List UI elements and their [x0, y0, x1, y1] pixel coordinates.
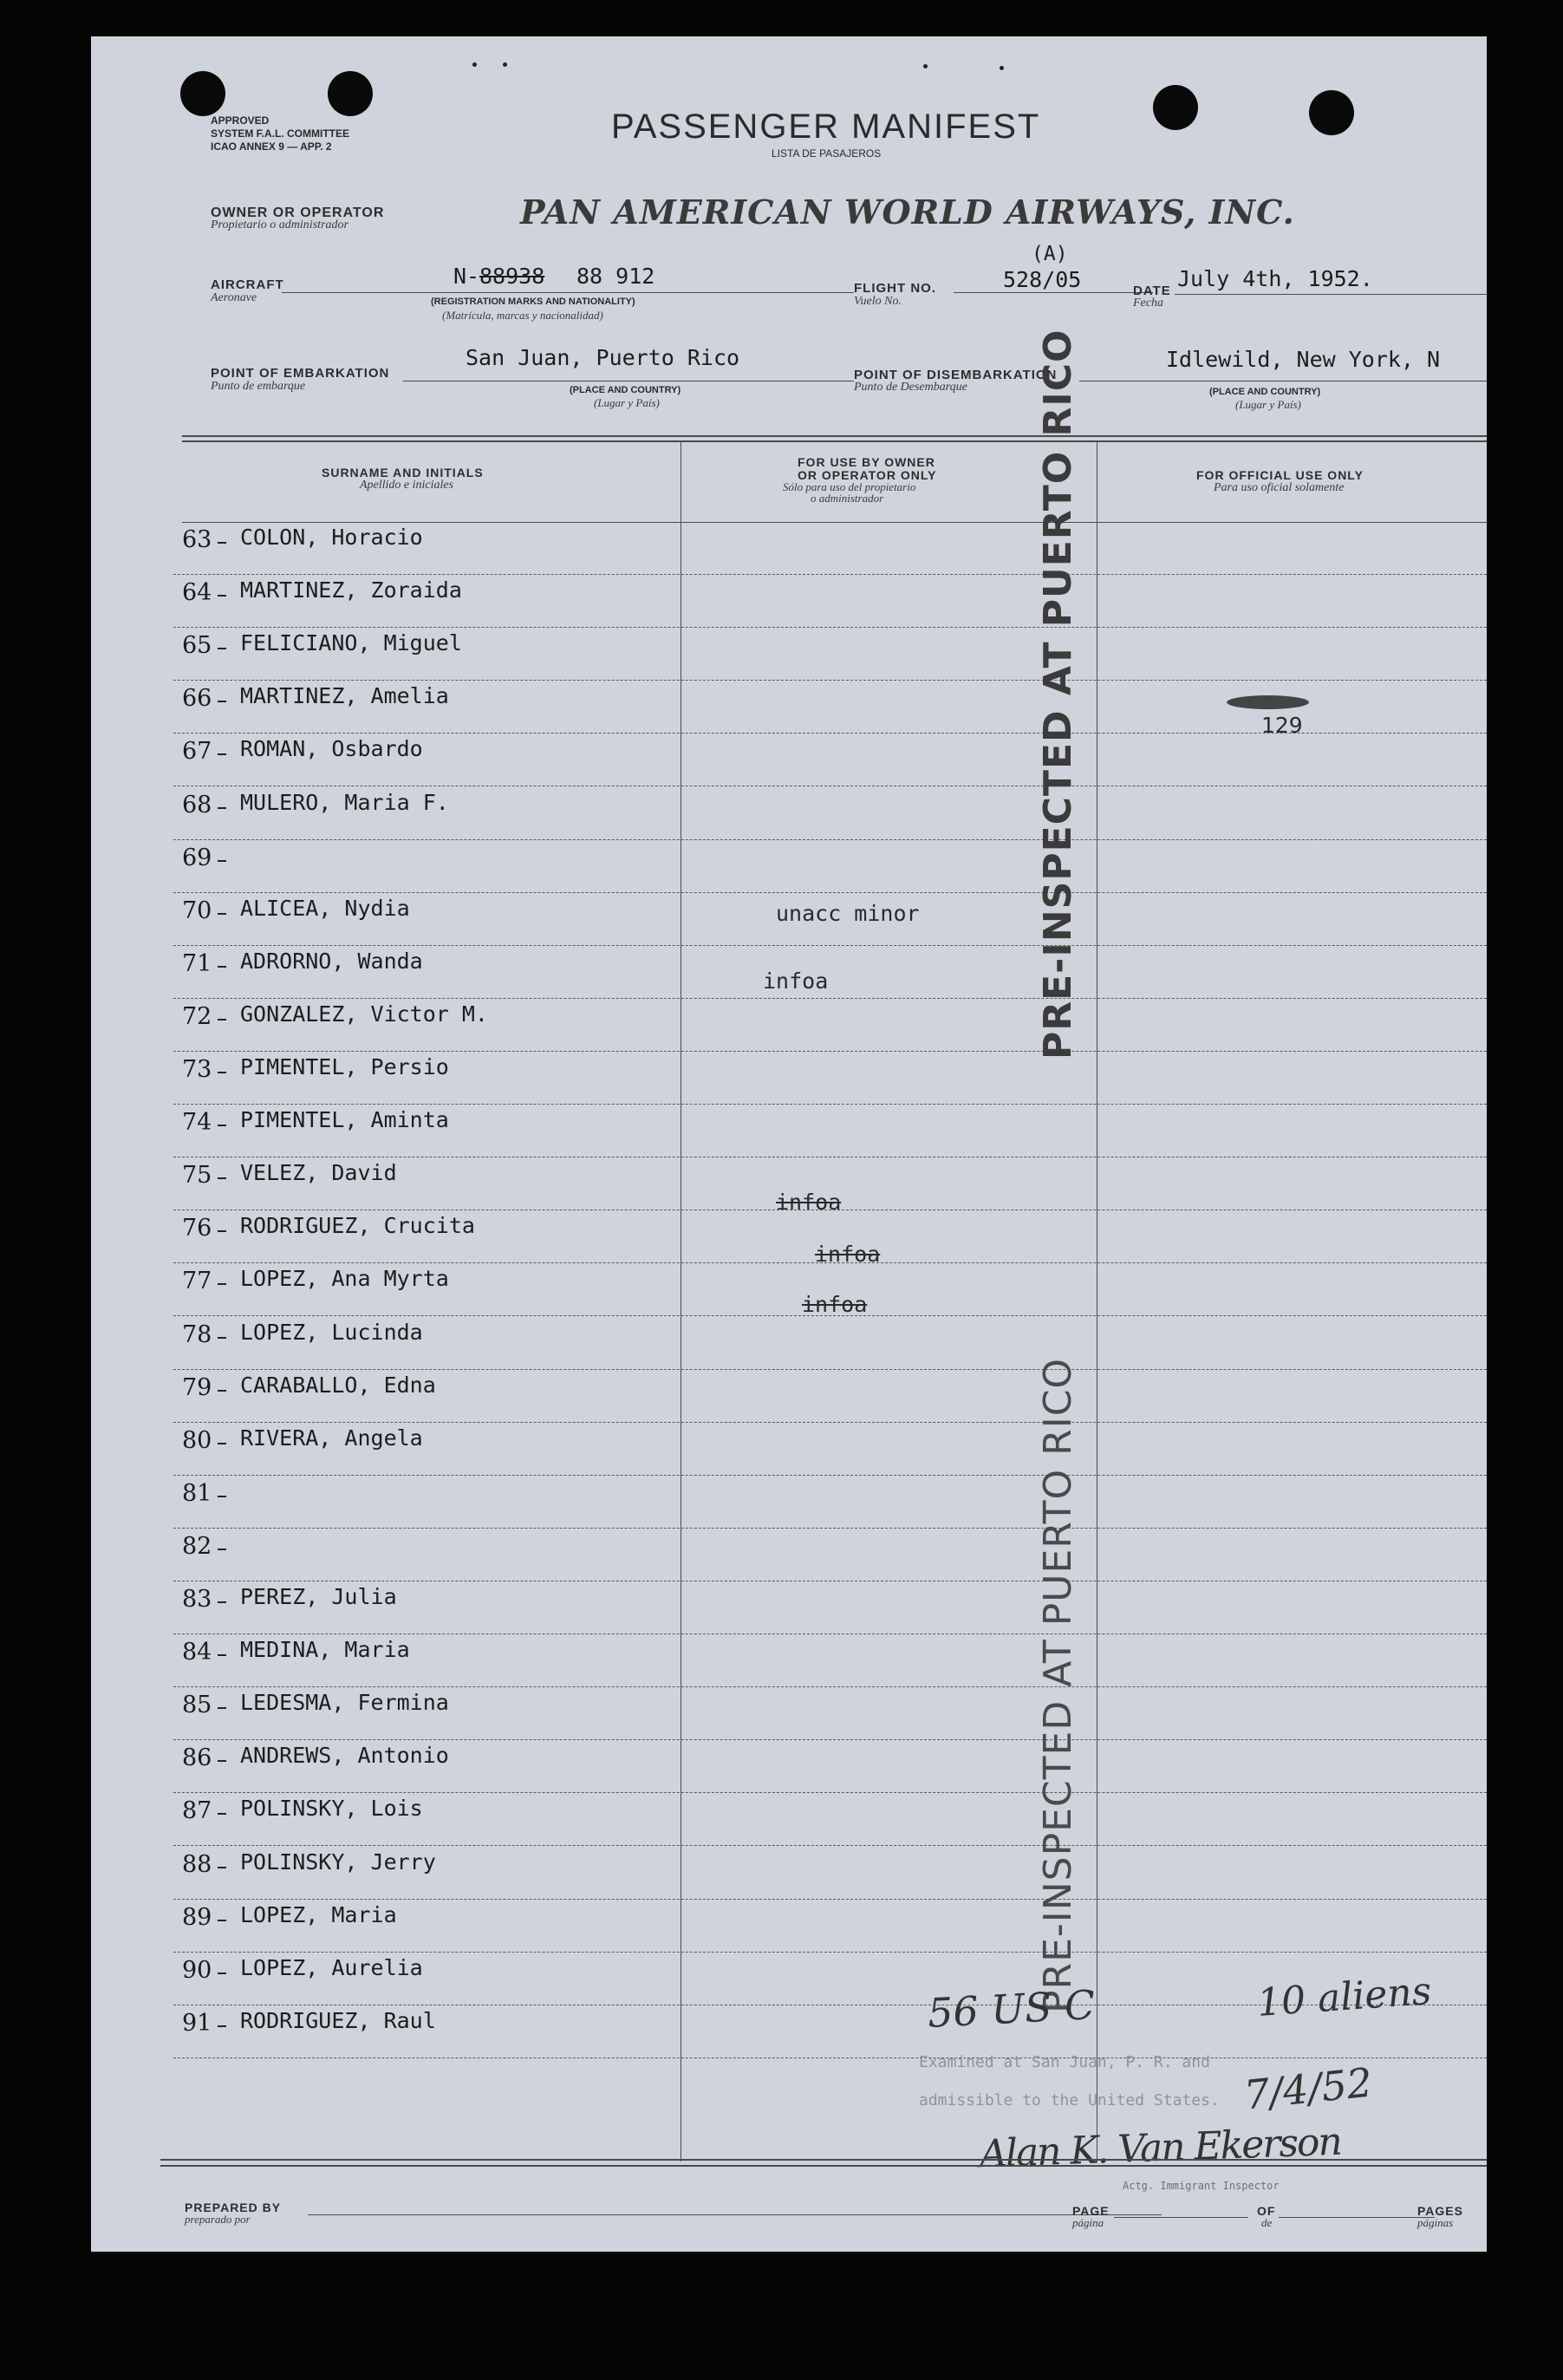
owner-use-header-2: OR OPERATOR ONLY: [798, 468, 937, 482]
passenger-name: PEREZ, Julia: [240, 1584, 397, 1609]
row-number-dash: [218, 1283, 226, 1285]
table-row: [91, 838, 1487, 890]
table-row: [91, 1632, 1487, 1685]
row-number-dash: [218, 1072, 226, 1073]
aircraft-label-es: Aeronave: [211, 291, 257, 304]
page-label: PAGE: [1072, 2204, 1110, 2218]
row-number: 72: [182, 1002, 212, 1030]
of-label-es: de: [1261, 2216, 1273, 2229]
table-row: [91, 1844, 1487, 1897]
row-number: 91: [182, 2009, 212, 2037]
row-number: 63: [182, 526, 212, 553]
owner-use-header-1: FOR USE BY OWNER: [798, 455, 935, 469]
of-label: OF: [1257, 2204, 1276, 2218]
table-row: [91, 1790, 1487, 1843]
passenger-name: LOPEZ, Lucinda: [240, 1319, 423, 1345]
note-infoa: infoa: [815, 1242, 881, 1267]
passenger-name: LOPEZ, Aurelia: [240, 1954, 423, 1980]
approved-line-2: SYSTEM F.A.L. COMMITTEE: [211, 127, 350, 140]
page-title: PASSENGER MANIFEST: [611, 108, 1041, 146]
passenger-name: GONZALEZ, Victor M.: [240, 1001, 488, 1027]
row-number: 78: [182, 1320, 212, 1348]
row-number-dash: [218, 1813, 226, 1815]
table-bottom-rule-2: [160, 2165, 1487, 2168]
row-number: 86: [182, 1744, 212, 1772]
row-number-dash: [218, 595, 226, 597]
embark-place-note-es: (Lugar y País): [594, 396, 660, 409]
passenger-name: RODRIGUEZ, Crucita: [240, 1213, 475, 1239]
table-row: [91, 1367, 1487, 1420]
row-number-dash: [218, 1549, 226, 1550]
owner-use-header-4: o administrador: [811, 492, 884, 505]
note-infoa: infoa: [802, 1292, 868, 1317]
row-number: 80: [182, 1426, 212, 1454]
disembark-underline: [1079, 381, 1487, 382]
owner-value: PAN AMERICAN WORLD AIRWAYS, INC.: [520, 192, 1295, 231]
punch-hole: [328, 71, 373, 116]
row-number-dash: [218, 807, 226, 809]
row-number-dash: [218, 1760, 226, 1762]
table-row: [91, 731, 1487, 784]
passenger-name: ROMAN, Osbardo: [240, 736, 423, 762]
row-number: 68: [182, 791, 212, 818]
row-number-dash: [218, 1496, 226, 1497]
official-header-es: Para uso oficial solamente: [1214, 481, 1345, 494]
row-number: 65: [182, 632, 212, 660]
page-title-es: LISTA DE PASAJEROS: [772, 147, 882, 160]
row-number: 75: [182, 1162, 212, 1190]
note-unacc-minor: unacc minor: [776, 901, 920, 926]
row-number: 90: [182, 1956, 212, 1984]
row-number-dash: [218, 1972, 226, 1974]
row-number-dash: [218, 2025, 226, 2027]
punch-hole: [180, 71, 225, 116]
surname-header: SURNAME AND INITIALS: [322, 466, 484, 479]
pages-label: PAGES: [1417, 2204, 1463, 2218]
embark-place-note: (PLACE AND COUNTRY): [570, 385, 681, 395]
passenger-name: LOPEZ, Maria: [240, 1901, 397, 1927]
row-number: 88: [182, 1850, 212, 1878]
row-rule: [173, 2057, 1487, 2058]
punch-hole: [1309, 90, 1354, 135]
aircraft-struck: 88938: [479, 264, 545, 289]
row-number-dash: [218, 1601, 226, 1603]
row-number-dash: [218, 913, 226, 915]
inspection-stamp-line-1: Examined at San Juan, P. R. and: [919, 2053, 1210, 2071]
passenger-name: PIMENTEL, Aminta: [240, 1107, 449, 1133]
page-underline: [1114, 2217, 1248, 2219]
passenger-name: MULERO, Maria F.: [240, 789, 449, 815]
row-number: 79: [182, 1373, 212, 1401]
table-row: [91, 1314, 1487, 1367]
aircraft-value: 88 912: [576, 264, 655, 289]
header-rule: [182, 522, 1487, 524]
passenger-name: RODRIGUEZ, Raul: [240, 2007, 436, 2033]
disembark-value: Idlewild, New York, N: [1166, 347, 1441, 372]
table-row: [91, 1208, 1487, 1261]
row-number: 69: [182, 844, 212, 871]
redaction-smudge: [1227, 695, 1309, 709]
preinspected-stamp: PRE-INSPECTED AT PUERTO RICO: [1036, 329, 1080, 1060]
row-number: 67: [182, 738, 212, 766]
embark-label: POINT OF EMBARKATION: [211, 366, 390, 381]
date-label-es: Fecha: [1133, 297, 1163, 310]
table-row: [91, 1685, 1487, 1738]
date-underline: [1175, 294, 1487, 296]
approved-line-1: APPROVED: [211, 114, 270, 127]
row-number-dash: [218, 1654, 226, 1656]
row-number: 71: [182, 949, 212, 977]
owner-label: OWNER OR OPERATOR: [211, 205, 385, 220]
row-number: 89: [182, 1903, 212, 1931]
row-number-dash: [218, 1867, 226, 1868]
row-number: 70: [182, 897, 212, 924]
disembark-label: POINT OF DISEMBARKATION: [854, 368, 1058, 382]
row-number: 83: [182, 1586, 212, 1613]
speck: [1000, 66, 1004, 70]
prepared-by-underline: [308, 2214, 1162, 2216]
row-number: 76: [182, 1215, 212, 1242]
owner-use-header-3: Sólo para uso del propietario: [783, 480, 916, 493]
official-number: 129: [1261, 713, 1303, 738]
disembark-place-note: (PLACE AND COUNTRY): [1209, 387, 1321, 397]
registration-note-es: (Matrícula, marcas y nacionalidad): [442, 309, 603, 322]
punch-hole: [1153, 85, 1198, 130]
row-number-dash: [218, 1920, 226, 1921]
embark-label-es: Punto de embarque: [211, 380, 306, 393]
row-number-dash: [218, 1443, 226, 1444]
manifest-page: [91, 36, 1487, 2252]
prepared-by-label-es: preparado por: [185, 2213, 251, 2226]
handwritten-aliens-count: 10 aliens: [1255, 1969, 1433, 2025]
flight-suffix: (A): [1032, 243, 1068, 265]
row-number: 84: [182, 1639, 212, 1666]
row-number: 85: [182, 1692, 212, 1719]
table-row: [91, 785, 1487, 838]
row-number-dash: [218, 966, 226, 968]
of-underline: [1279, 2217, 1435, 2219]
row-number-dash: [218, 1230, 226, 1232]
speck: [472, 62, 477, 67]
passenger-name: RIVERA, Angela: [240, 1425, 423, 1451]
inspection-stamp-line-3: Actg. Immigrant Inspector: [1123, 2180, 1280, 2192]
table-row: [91, 572, 1487, 625]
embark-underline: [403, 381, 854, 382]
table-row: [91, 1049, 1487, 1102]
aircraft-prefix: N-: [453, 264, 480, 289]
row-number-dash: [218, 1019, 226, 1020]
passenger-name: LEDESMA, Fermina: [240, 1690, 449, 1716]
date-value: July 4th, 1952.: [1177, 266, 1373, 291]
passenger-name: MARTINEZ, Amelia: [240, 683, 449, 709]
table-row: [91, 1897, 1487, 1950]
prepared-by-label: PREPARED BY: [185, 2201, 282, 2214]
surname-header-es: Apellido e iniciales: [360, 479, 454, 492]
row-number-dash: [218, 701, 226, 702]
preinspected-stamp: PRE-INSPECTED AT PUERTO RICO: [1036, 1357, 1080, 2013]
inspector-signature: Alan K. Van Ekerson: [979, 2119, 1342, 2177]
table-row: [91, 1738, 1487, 1790]
approved-line-3: ICAO ANNEX 9 — APP. 2: [211, 140, 332, 153]
table-top-rule-2: [182, 440, 1487, 443]
page-label-es: página: [1072, 2216, 1104, 2229]
row-number-dash: [218, 542, 226, 544]
table-row: [91, 1579, 1487, 1632]
table-row: [91, 625, 1487, 678]
note-infoa: infoa: [776, 1190, 842, 1215]
passenger-name: COLON, Horacio: [240, 525, 423, 550]
passenger-name: VELEZ, David: [240, 1160, 397, 1186]
flight-value: 528/05: [1003, 267, 1082, 292]
registration-note: (REGISTRATION MARKS AND NATIONALITY): [431, 297, 635, 307]
handwritten-usc-count: 56 US C: [926, 1980, 1097, 2038]
table-row: [91, 996, 1487, 1049]
row-number-dash: [218, 753, 226, 755]
row-number: 77: [182, 1268, 212, 1295]
official-header: FOR OFFICIAL USE ONLY: [1196, 468, 1364, 482]
embark-value: San Juan, Puerto Rico: [466, 345, 740, 370]
row-number: 74: [182, 1109, 212, 1137]
passenger-name: POLINSKY, Jerry: [240, 1849, 436, 1875]
passenger-name: MEDINA, Maria: [240, 1637, 410, 1663]
row-number-dash: [218, 1177, 226, 1179]
passenger-name: MARTINEZ, Zoraida: [240, 577, 462, 603]
flight-label-es: Vuelo No.: [854, 295, 902, 308]
aircraft-underline: [282, 292, 854, 294]
disembark-label-es: Punto de Desembarque: [854, 381, 967, 394]
table-row: [91, 519, 1487, 572]
speck: [503, 62, 507, 67]
flight-underline: [954, 292, 1153, 294]
table-bottom-rule: [160, 2159, 1487, 2162]
table-row: [91, 1102, 1487, 1155]
row-number-dash: [218, 860, 226, 862]
aircraft-label: AIRCRAFT: [211, 277, 284, 292]
row-number: 82: [182, 1532, 212, 1560]
row-number-dash: [218, 648, 226, 649]
flight-label: FLIGHT NO.: [854, 281, 936, 296]
row-number-dash: [218, 1707, 226, 1709]
date-label: DATE: [1133, 284, 1171, 298]
table-row: [91, 1420, 1487, 1473]
table-row: [91, 1261, 1487, 1314]
inspection-stamp-line-2: admissible to the United States.: [919, 2091, 1220, 2109]
row-number-dash: [218, 1125, 226, 1126]
pages-label-es: páginas: [1417, 2216, 1454, 2229]
passenger-name: CARABALLO, Edna: [240, 1372, 436, 1398]
passenger-name: PIMENTEL, Persio: [240, 1054, 449, 1079]
passenger-name: ADRORNO, Wanda: [240, 948, 423, 974]
passenger-name: FELICIANO, Miguel: [240, 630, 462, 656]
row-number-dash: [218, 1390, 226, 1392]
row-number-dash: [218, 1337, 226, 1339]
handwritten-date: 7/4/52: [1241, 2058, 1375, 2119]
row-number: 87: [182, 1797, 212, 1825]
owner-label-es: Propietario o administrador: [211, 218, 348, 231]
passenger-name: ANDREWS, Antonio: [240, 1743, 449, 1769]
row-number: 64: [182, 579, 212, 607]
row-number: 66: [182, 685, 212, 713]
passenger-name: LOPEZ, Ana Myrta: [240, 1266, 449, 1292]
passenger-name: POLINSKY, Lois: [240, 1796, 423, 1822]
table-row: [91, 1526, 1487, 1579]
note-infoa: infoa: [763, 968, 829, 994]
passenger-name: ALICEA, Nydia: [240, 895, 410, 921]
row-number: 73: [182, 1056, 212, 1083]
speck: [923, 64, 928, 68]
disembark-place-note-es: (Lugar y País): [1235, 398, 1301, 411]
table-row: [91, 1473, 1487, 1526]
table-top-rule: [182, 435, 1487, 438]
row-number: 81: [182, 1479, 212, 1507]
